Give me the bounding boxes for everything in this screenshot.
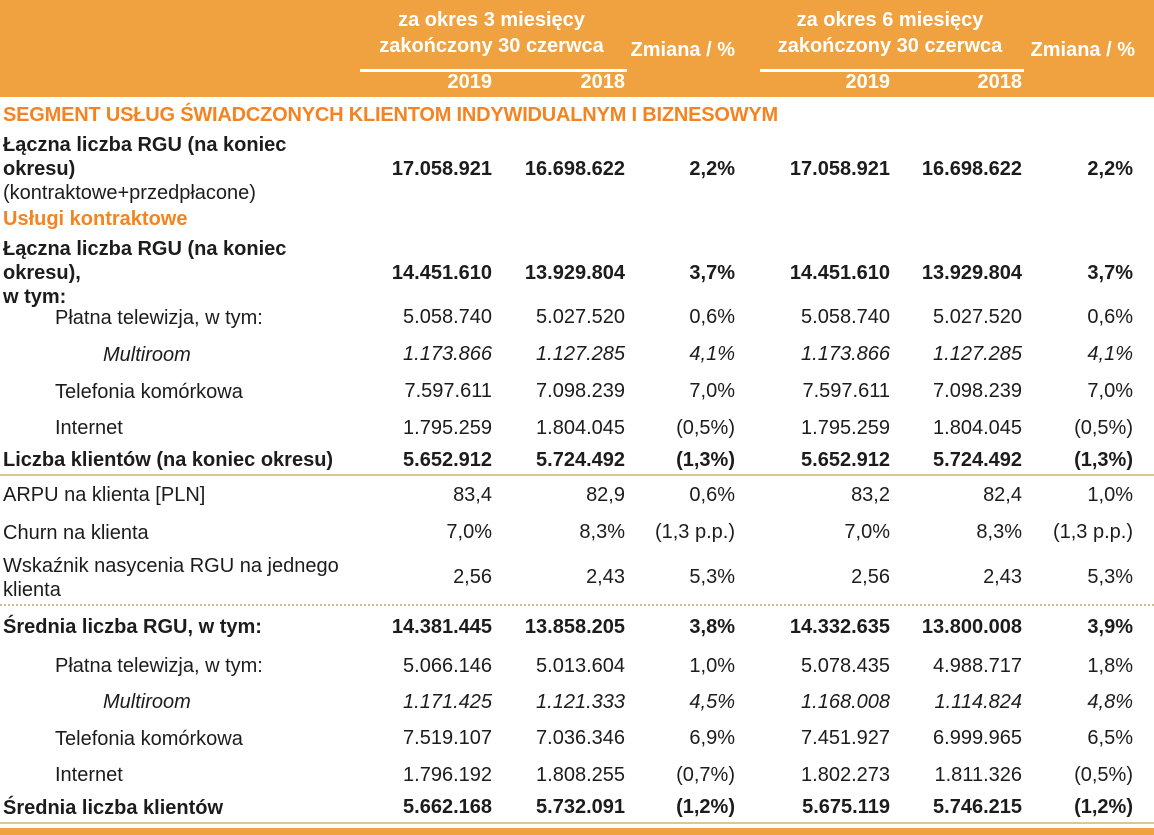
row-label: Telefonia komórkowa: [55, 727, 243, 750]
row-label: [0, 237, 358, 309]
row-label: ARPU na klienta [PLN]: [3, 484, 206, 506]
cell-value: 1,8%: [1087, 654, 1133, 677]
cell-value: 82,4: [983, 483, 1022, 506]
cell-value: 3,7%: [689, 261, 735, 284]
cell-value: 13.929.804: [524, 261, 625, 284]
table-row: [0, 336, 1154, 373]
cell-value: 5,3%: [1087, 566, 1133, 588]
table-row: [0, 237, 1154, 308]
table-row: [0, 476, 1154, 514]
table-row: [0, 684, 1154, 720]
cell-value: 1,0%: [689, 654, 735, 677]
cell-value: 1.804.045: [933, 416, 1022, 439]
period-6m-header: [758, 7, 1022, 59]
cell-value: 14.381.445: [391, 615, 492, 638]
cell-value: 5.058.740: [801, 306, 890, 328]
table-row: [0, 133, 1154, 204]
cell-value: 17.058.921: [391, 157, 492, 180]
row-label-line2: klienta: [3, 578, 61, 601]
cell-value: 1.804.045: [536, 416, 625, 439]
cell-value: 4,5%: [689, 690, 735, 713]
cell-value: 5.027.520: [933, 306, 1022, 328]
cell-value: 16.698.622: [921, 157, 1022, 180]
section-divider: [0, 822, 1154, 824]
period-6m-line2: zakończony 30 czerwca: [777, 35, 1003, 57]
cell-value: 5.652.912: [801, 448, 890, 471]
cell-value: 1.796.192: [403, 763, 492, 786]
cell-value: 8,3%: [976, 521, 1022, 543]
table-row: [0, 446, 1154, 474]
cell-value: 1,0%: [1087, 483, 1133, 506]
table-row: [0, 299, 1154, 336]
cell-value: (1,3 p.p.): [654, 521, 735, 543]
cell-value: (1,2%): [676, 796, 735, 818]
cell-value: 5.746.215: [933, 796, 1022, 818]
cell-value: 7,0%: [844, 521, 890, 543]
cell-value: 3,9%: [1087, 615, 1133, 638]
cell-value: 14.451.610: [391, 261, 492, 284]
year-2019-3m: 2019: [447, 71, 492, 93]
cell-value: 2,2%: [689, 157, 735, 180]
cell-value: 0,6%: [689, 306, 735, 328]
cell-value: 2,2%: [1087, 157, 1133, 180]
cell-value: (1,3%): [676, 448, 735, 471]
cell-value: 2,56: [453, 566, 492, 588]
section-title: SEGMENT USŁUG ŚWIADCZONYCH KLIENTOM INDYWIDUALNYM I BIZNESOWYM: [3, 103, 778, 126]
cell-value: 1.168.008: [801, 690, 890, 713]
cell-value: (1,2%): [1074, 796, 1133, 818]
year-2019-6m: 2019: [845, 71, 890, 93]
cell-value: 14.332.635: [789, 615, 890, 638]
year-2018-3m: 2018: [580, 71, 625, 93]
table-row: [0, 514, 1154, 551]
cell-value: 4.988.717: [933, 654, 1022, 677]
cell-value: 1.127.285: [536, 343, 625, 365]
cell-value: 5.066.146: [403, 654, 492, 677]
cell-value: 2,43: [586, 566, 625, 588]
change-label-6m: Zmiana / %: [1030, 39, 1135, 61]
cell-value: 14.451.610: [789, 261, 890, 284]
period-3m-line2: zakończony 30 czerwca: [379, 35, 604, 57]
change-label-3m: Zmiana / %: [630, 39, 735, 61]
row-label: Średnia liczba klientów: [3, 796, 224, 819]
table-row: [0, 793, 1154, 822]
cell-value: 1.795.259: [801, 416, 890, 439]
cell-value: 82,9: [586, 483, 625, 506]
cell-value: 4,1%: [1087, 343, 1133, 365]
cell-value: 83,2: [851, 483, 890, 506]
cell-value: 7,0%: [1087, 380, 1133, 402]
table-row: [0, 720, 1154, 757]
row-label-line1: Łączna liczba RGU (na koniec okresu): [3, 134, 287, 180]
table-row: [0, 648, 1154, 684]
cell-value: 5,3%: [689, 566, 735, 588]
cell-value: 1.802.273: [801, 763, 890, 786]
period-3m-line1: za okres 3 miesięcy: [398, 9, 585, 31]
cell-value: 2,43: [983, 566, 1022, 588]
cell-value: 6.999.965: [933, 727, 1022, 749]
cell-value: 16.698.622: [524, 157, 625, 180]
cell-value: 7.098.239: [933, 380, 1022, 402]
cell-value: (0,5%): [1074, 416, 1133, 439]
table-row: [0, 757, 1154, 793]
cell-value: 5.724.492: [536, 448, 625, 471]
cell-value: 7.597.611: [404, 380, 492, 402]
row-label: Średnia liczba RGU, w tym:: [3, 616, 262, 638]
cell-value: 4,8%: [1087, 690, 1133, 713]
cell-value: 3,7%: [1087, 261, 1133, 284]
cell-value: 83,4: [453, 483, 492, 506]
cell-value: 7.597.611: [802, 380, 890, 402]
year-2018-6m: 2018: [977, 71, 1022, 93]
row-label-line1: Wskaźnik nasycenia RGU na jednego: [3, 554, 339, 577]
cell-value: 7,0%: [446, 521, 492, 543]
table-row: [0, 373, 1154, 410]
row-label: Płatna telewizja, w tym:: [55, 655, 263, 677]
cell-value: 0,6%: [689, 483, 735, 506]
cell-value: (0,5%): [1074, 763, 1133, 786]
cell-value: 6,5%: [1087, 727, 1133, 749]
cell-value: 2,56: [851, 566, 890, 588]
row-label: Churn na klienta: [3, 521, 149, 544]
table-footer-bar: [0, 828, 1154, 835]
cell-value: 13.858.205: [524, 615, 625, 638]
cell-value: 1.171.425: [403, 690, 492, 713]
cell-value: 1.795.259: [403, 416, 492, 439]
period-3m-header: [358, 7, 625, 59]
cell-value: 1.808.255: [536, 763, 625, 786]
cell-value: (1,3%): [1074, 448, 1133, 471]
cell-value: 5.724.492: [933, 448, 1022, 471]
cell-value: 5.652.912: [403, 448, 492, 471]
cell-value: 5.078.435: [801, 654, 890, 677]
cell-value: 4,1%: [689, 343, 735, 365]
cell-value: 1.127.285: [933, 343, 1022, 365]
cell-value: 7.098.239: [536, 380, 625, 402]
row-label: [0, 554, 358, 602]
period-6m-line1: za okres 6 miesięcy: [796, 9, 984, 31]
table-row: [0, 606, 1154, 648]
table-row: [0, 410, 1154, 446]
row-label-line1: Łączna liczba RGU (na koniec okresu),: [3, 238, 287, 284]
cell-value: 1.114.824: [934, 690, 1022, 713]
cell-value: 7.036.346: [536, 727, 625, 749]
cell-value: 5.675.119: [802, 796, 890, 818]
cell-value: 1.811.326: [934, 763, 1022, 786]
cell-value: 0,6%: [1087, 306, 1133, 328]
table-header-band: [0, 0, 1154, 97]
row-label: Multiroom: [103, 343, 191, 366]
cell-value: 17.058.921: [789, 157, 890, 180]
subsection-title: Usługi kontraktowe: [3, 207, 188, 230]
cell-value: 5.027.520: [536, 306, 625, 328]
cell-value: 8,3%: [579, 521, 625, 543]
row-label: Multiroom: [103, 691, 191, 713]
cell-value: (1,3 p.p.): [1052, 521, 1133, 543]
cell-value: 1.173.866: [801, 343, 890, 365]
cell-value: 5.662.168: [403, 796, 492, 818]
cell-value: 7.519.107: [403, 727, 492, 749]
cell-value: 7,0%: [689, 380, 735, 402]
cell-value: 13.800.008: [921, 615, 1022, 638]
cell-value: 5.013.604: [536, 654, 625, 677]
cell-value: 7.451.927: [801, 727, 890, 749]
cell-value: 6,9%: [689, 727, 735, 749]
row-label-line2: w tym:: [3, 286, 67, 308]
row-label: Telefonia komórkowa: [55, 380, 243, 403]
row-label: Płatna telewizja, w tym:: [55, 306, 263, 329]
cell-value: (0,5%): [676, 416, 735, 439]
row-label: Internet: [55, 417, 123, 439]
row-label: Internet: [55, 764, 123, 786]
cell-value: 5.058.740: [403, 306, 492, 328]
cell-value: 1.121.333: [536, 690, 625, 713]
cell-value: 1.173.866: [403, 343, 492, 365]
cell-value: 3,8%: [689, 615, 735, 638]
cell-value: 5.732.091: [536, 796, 625, 818]
cell-value: 13.929.804: [921, 261, 1022, 284]
row-label: [0, 133, 358, 205]
row-label: Liczba klientów (na koniec okresu): [3, 449, 334, 471]
cell-value: (0,7%): [676, 763, 735, 786]
table-row: [0, 551, 1154, 604]
row-label-line2: (kontraktowe+przedpłacone): [3, 182, 256, 204]
